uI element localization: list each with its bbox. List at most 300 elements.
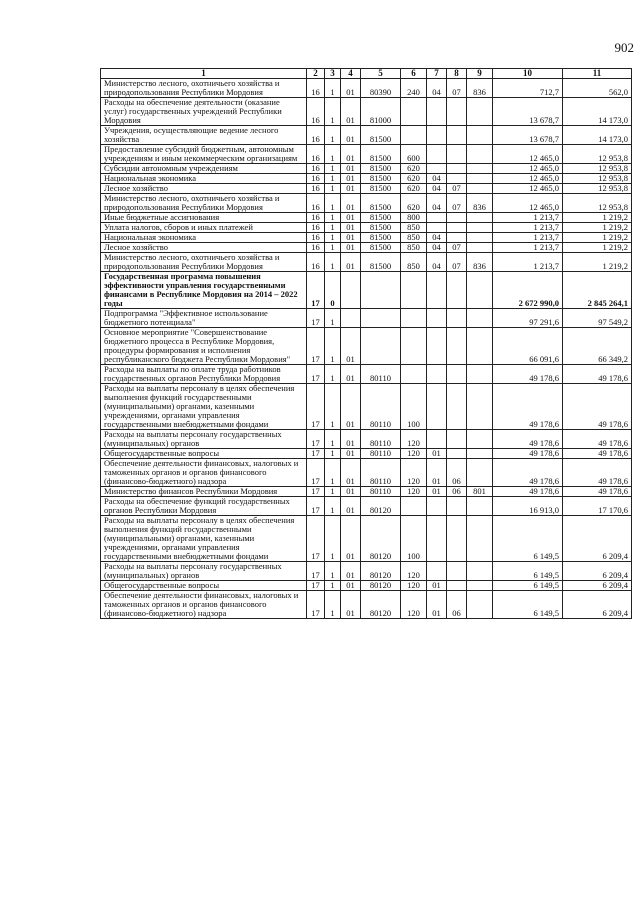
subprogram-code-cell: 01 (341, 233, 361, 243)
gr-code-cell (467, 233, 493, 243)
subprogram-code-cell: 01 (341, 174, 361, 184)
section-cell (427, 126, 447, 145)
amount-2021-cell: 712,7 (493, 79, 563, 98)
description-cell: Расходы на выплаты персоналу в целях обеспечения выполнения функций государственными (муниципальными) органами, казенными учреждениями, органами управления государственными внебюджетными фондами (101, 516, 307, 562)
ministry-code-cell: 17 (307, 365, 325, 384)
amount-2022-cell: 1 219,2 (563, 253, 632, 272)
vr-code-cell (401, 497, 427, 516)
description-cell: Лесное хозяйство (101, 184, 307, 194)
subprogram-code-cell: 01 (341, 243, 361, 253)
amount-2022-cell: 562,0 (563, 79, 632, 98)
program-code-cell: 1 (325, 581, 341, 591)
description-cell: Национальная экономика (101, 174, 307, 184)
amount-2022-cell: 6 209,4 (563, 591, 632, 619)
subsection-cell (447, 497, 467, 516)
vr-code-cell (401, 126, 427, 145)
amount-2022-cell: 49 178,6 (563, 459, 632, 487)
description-cell: Общегосударственные вопросы (101, 449, 307, 459)
gr-code-cell (467, 213, 493, 223)
subsection-cell (447, 126, 467, 145)
section-cell: 04 (427, 243, 447, 253)
subprogram-code-cell: 01 (341, 213, 361, 223)
description-cell: Расходы на выплаты персоналу государственных (муниципальных) органов (101, 430, 307, 449)
column-header-11: 11 (563, 69, 632, 79)
vr-code-cell (401, 272, 427, 309)
ministry-code-cell: 17 (307, 562, 325, 581)
expense-code-cell: 81500 (361, 243, 401, 253)
table-row (101, 459, 632, 487)
vr-code-cell: 120 (401, 581, 427, 591)
amount-2021-cell: 6 149,5 (493, 581, 563, 591)
table-row (101, 328, 632, 365)
expense-code-cell: 80120 (361, 497, 401, 516)
subsection-cell (447, 213, 467, 223)
description-cell: Учреждения, осуществляющие ведение лесного хозяйства (101, 126, 307, 145)
amount-2021-cell: 6 149,5 (493, 591, 563, 619)
ministry-code-cell: 16 (307, 98, 325, 126)
vr-code-cell (401, 98, 427, 126)
expense-code-cell: 80120 (361, 516, 401, 562)
gr-code-cell (467, 562, 493, 581)
amount-2022-cell: 6 209,4 (563, 581, 632, 591)
ministry-code-cell: 17 (307, 516, 325, 562)
section-cell: 01 (427, 459, 447, 487)
amount-2021-cell: 49 178,6 (493, 487, 563, 497)
amount-2022-cell: 12 953,8 (563, 174, 632, 184)
expense-code-cell: 80110 (361, 487, 401, 497)
column-header-9: 9 (467, 69, 493, 79)
amount-2021-cell: 12 465,0 (493, 164, 563, 174)
gr-code-cell (467, 126, 493, 145)
section-cell (427, 365, 447, 384)
vr-code-cell (401, 328, 427, 365)
table-row (101, 174, 632, 184)
section-cell (427, 145, 447, 164)
gr-code-cell (467, 384, 493, 430)
subsection-cell (447, 233, 467, 243)
amount-2022-cell: 17 170,6 (563, 497, 632, 516)
vr-code-cell: 120 (401, 562, 427, 581)
gr-code-cell (467, 459, 493, 487)
description-cell: Расходы на обеспечение функций государственных органов Республики Мордовия (101, 497, 307, 516)
section-cell: 04 (427, 184, 447, 194)
program-code-cell: 1 (325, 591, 341, 619)
vr-code-cell: 120 (401, 591, 427, 619)
amount-2022-cell: 1 219,2 (563, 223, 632, 233)
description-cell: Субсидии автономным учреждениям (101, 164, 307, 174)
amount-2021-cell: 1 213,7 (493, 243, 563, 253)
ministry-code-cell: 16 (307, 184, 325, 194)
program-code-cell: 1 (325, 174, 341, 184)
table-row (101, 223, 632, 233)
ministry-code-cell: 17 (307, 459, 325, 487)
table-row (101, 487, 632, 497)
ministry-code-cell: 16 (307, 233, 325, 243)
ministry-code-cell: 16 (307, 79, 325, 98)
expense-code-cell: 80120 (361, 581, 401, 591)
section-cell: 04 (427, 233, 447, 243)
amount-2022-cell: 49 178,6 (563, 430, 632, 449)
program-code-cell: 1 (325, 459, 341, 487)
subsection-cell: 07 (447, 184, 467, 194)
amount-2021-cell: 6 149,5 (493, 516, 563, 562)
amount-2021-cell: 49 178,6 (493, 430, 563, 449)
subprogram-code-cell: 01 (341, 194, 361, 213)
program-code-cell: 1 (325, 194, 341, 213)
subsection-cell (447, 449, 467, 459)
gr-code-cell: 836 (467, 79, 493, 98)
vr-code-cell: 600 (401, 145, 427, 164)
column-header-7: 7 (427, 69, 447, 79)
section-cell (427, 223, 447, 233)
program-code-cell: 1 (325, 223, 341, 233)
amount-2021-cell: 16 913,0 (493, 497, 563, 516)
expense-code-cell (361, 309, 401, 328)
subprogram-code-cell: 01 (341, 126, 361, 145)
program-code-cell: 1 (325, 126, 341, 145)
section-cell (427, 98, 447, 126)
vr-code-cell: 620 (401, 184, 427, 194)
table-row (101, 309, 632, 328)
program-code-cell: 1 (325, 145, 341, 164)
amount-2021-cell: 1 213,7 (493, 213, 563, 223)
gr-code-cell (467, 174, 493, 184)
amount-2021-cell: 13 678,7 (493, 98, 563, 126)
program-code-cell: 1 (325, 309, 341, 328)
section-cell: 01 (427, 487, 447, 497)
gr-code-cell (467, 430, 493, 449)
subsection-cell (447, 562, 467, 581)
vr-code-cell: 120 (401, 430, 427, 449)
ministry-code-cell: 17 (307, 328, 325, 365)
ministry-code-cell: 16 (307, 174, 325, 184)
budget-table (100, 68, 632, 619)
subsection-cell: 07 (447, 194, 467, 213)
amount-2021-cell: 12 465,0 (493, 145, 563, 164)
vr-code-cell: 850 (401, 253, 427, 272)
amount-2022-cell: 14 173,0 (563, 126, 632, 145)
amount-2022-cell: 49 178,6 (563, 449, 632, 459)
expense-code-cell: 80120 (361, 591, 401, 619)
vr-code-cell: 850 (401, 243, 427, 253)
section-cell: 01 (427, 591, 447, 619)
subsection-cell (447, 581, 467, 591)
description-cell: Государственная программа повышения эффективности управления государственными финансами в Республике Мордовия на 2014 – 2022 годы (101, 272, 307, 309)
description-cell: Иные бюджетные ассигнования (101, 213, 307, 223)
description-cell: Предоставление субсидий бюджетным, автономным учреждениям и иным некоммерческим организациям (101, 145, 307, 164)
program-code-cell: 0 (325, 272, 341, 309)
subprogram-code-cell: 01 (341, 384, 361, 430)
subsection-cell (447, 328, 467, 365)
subprogram-code-cell: 01 (341, 145, 361, 164)
amount-2022-cell: 49 178,6 (563, 384, 632, 430)
amount-2021-cell: 1 213,7 (493, 223, 563, 233)
gr-code-cell (467, 516, 493, 562)
gr-code-cell (467, 309, 493, 328)
amount-2021-cell: 49 178,6 (493, 459, 563, 487)
table-row (101, 98, 632, 126)
program-code-cell: 1 (325, 497, 341, 516)
column-header-2: 2 (307, 69, 325, 79)
amount-2021-cell: 12 465,0 (493, 174, 563, 184)
gr-code-cell (467, 581, 493, 591)
program-code-cell: 1 (325, 98, 341, 126)
section-cell (427, 213, 447, 223)
table-row (101, 430, 632, 449)
ministry-code-cell: 17 (307, 497, 325, 516)
ministry-code-cell: 16 (307, 126, 325, 145)
gr-code-cell (467, 449, 493, 459)
subprogram-code-cell: 01 (341, 430, 361, 449)
amount-2022-cell: 2 845 264,1 (563, 272, 632, 309)
column-header-10: 10 (493, 69, 563, 79)
gr-code-cell (467, 184, 493, 194)
amount-2021-cell: 97 291,6 (493, 309, 563, 328)
ministry-code-cell: 16 (307, 223, 325, 233)
ministry-code-cell: 17 (307, 581, 325, 591)
amount-2022-cell: 6 209,4 (563, 562, 632, 581)
vr-code-cell: 120 (401, 449, 427, 459)
description-cell: Основное мероприятие "Совершенствование бюджетного процесса в Республике Мордовия, процедуры формирования и исполнения республиканского бюджета Республики Мордовия" (101, 328, 307, 365)
subprogram-code-cell: 01 (341, 164, 361, 174)
ministry-code-cell: 17 (307, 449, 325, 459)
vr-code-cell: 120 (401, 487, 427, 497)
column-header-5: 5 (361, 69, 401, 79)
expense-code-cell: 80110 (361, 430, 401, 449)
subsection-cell: 06 (447, 487, 467, 497)
ministry-code-cell: 17 (307, 384, 325, 430)
subprogram-code-cell: 01 (341, 253, 361, 272)
ministry-code-cell: 16 (307, 253, 325, 272)
description-cell: Подпрограмма "Эффективное использование бюджетного потенциала" (101, 309, 307, 328)
program-code-cell: 1 (325, 449, 341, 459)
amount-2021-cell: 49 178,6 (493, 365, 563, 384)
ministry-code-cell: 17 (307, 591, 325, 619)
description-cell: Уплата налогов, сборов и иных платежей (101, 223, 307, 233)
section-cell (427, 497, 447, 516)
program-code-cell: 1 (325, 164, 341, 174)
expense-code-cell (361, 328, 401, 365)
subsection-cell (447, 430, 467, 449)
vr-code-cell (401, 365, 427, 384)
ministry-code-cell: 17 (307, 487, 325, 497)
program-code-cell: 1 (325, 384, 341, 430)
ministry-code-cell: 16 (307, 164, 325, 174)
ministry-code-cell: 16 (307, 213, 325, 223)
amount-2022-cell: 1 219,2 (563, 213, 632, 223)
vr-code-cell: 120 (401, 459, 427, 487)
gr-code-cell (467, 272, 493, 309)
expense-code-cell: 81500 (361, 213, 401, 223)
expense-code-cell: 81500 (361, 194, 401, 213)
program-code-cell: 1 (325, 562, 341, 581)
subprogram-code-cell: 01 (341, 562, 361, 581)
amount-2022-cell: 6 209,4 (563, 516, 632, 562)
table-row (101, 365, 632, 384)
subsection-cell (447, 223, 467, 233)
program-code-cell: 1 (325, 79, 341, 98)
subprogram-code-cell (341, 309, 361, 328)
table-row (101, 233, 632, 243)
section-cell (427, 164, 447, 174)
subsection-cell (447, 174, 467, 184)
table-row (101, 497, 632, 516)
description-cell: Министерство финансов Республики Мордовия (101, 487, 307, 497)
gr-code-cell (467, 365, 493, 384)
subprogram-code-cell: 01 (341, 79, 361, 98)
table-row (101, 79, 632, 98)
expense-code-cell (361, 272, 401, 309)
expense-code-cell: 80110 (361, 365, 401, 384)
amount-2021-cell: 13 678,7 (493, 126, 563, 145)
section-cell: 04 (427, 174, 447, 184)
amount-2021-cell: 12 465,0 (493, 184, 563, 194)
column-header-1: 1 (101, 69, 307, 79)
amount-2022-cell: 12 953,8 (563, 164, 632, 174)
subprogram-code-cell: 01 (341, 516, 361, 562)
section-cell (427, 516, 447, 562)
program-code-cell: 1 (325, 365, 341, 384)
amount-2022-cell: 1 219,2 (563, 243, 632, 253)
amount-2022-cell: 14 173,0 (563, 98, 632, 126)
vr-code-cell: 240 (401, 79, 427, 98)
table-row (101, 591, 632, 619)
subsection-cell: 07 (447, 243, 467, 253)
subprogram-code-cell: 01 (341, 365, 361, 384)
page-number: 902 (614, 40, 634, 55)
ministry-code-cell: 17 (307, 309, 325, 328)
amount-2021-cell: 49 178,6 (493, 384, 563, 430)
program-code-cell: 1 (325, 516, 341, 562)
description-cell: Расходы на выплаты персоналу в целях обеспечения выполнения функций государственными (муниципальными) органами, казенными учреждениями, органами управления государственными внебюджетными фондами (101, 384, 307, 430)
gr-code-cell (467, 98, 493, 126)
vr-code-cell: 850 (401, 233, 427, 243)
description-cell: Расходы на выплаты по оплате труда работников государственных органов Республики Мордовия (101, 365, 307, 384)
table-header-row (101, 69, 632, 79)
expense-code-cell: 81500 (361, 145, 401, 164)
table-row (101, 243, 632, 253)
program-code-cell: 1 (325, 184, 341, 194)
vr-code-cell: 620 (401, 174, 427, 184)
expense-code-cell: 81500 (361, 223, 401, 233)
subsection-cell (447, 516, 467, 562)
subprogram-code-cell (341, 272, 361, 309)
expense-code-cell: 81500 (361, 233, 401, 243)
program-code-cell: 1 (325, 213, 341, 223)
amount-2021-cell: 2 672 990,0 (493, 272, 563, 309)
gr-code-cell (467, 328, 493, 365)
table-row (101, 449, 632, 459)
section-cell (427, 328, 447, 365)
expense-code-cell: 80110 (361, 459, 401, 487)
section-cell (427, 309, 447, 328)
subprogram-code-cell: 01 (341, 581, 361, 591)
vr-code-cell: 620 (401, 164, 427, 174)
subprogram-code-cell: 01 (341, 459, 361, 487)
amount-2022-cell: 12 953,8 (563, 194, 632, 213)
description-cell: Общегосударственные вопросы (101, 581, 307, 591)
description-cell: Лесное хозяйство (101, 243, 307, 253)
section-cell (427, 272, 447, 309)
amount-2021-cell: 12 465,0 (493, 194, 563, 213)
amount-2022-cell: 12 953,8 (563, 184, 632, 194)
description-cell: Расходы на выплаты персоналу государственных (муниципальных) органов (101, 562, 307, 581)
subsection-cell (447, 164, 467, 174)
subsection-cell: 06 (447, 459, 467, 487)
column-header-3: 3 (325, 69, 341, 79)
section-cell: 04 (427, 194, 447, 213)
gr-code-cell: 836 (467, 253, 493, 272)
gr-code-cell (467, 164, 493, 174)
amount-2021-cell: 66 091,6 (493, 328, 563, 365)
ministry-code-cell: 17 (307, 430, 325, 449)
subprogram-code-cell: 01 (341, 449, 361, 459)
program-code-cell: 1 (325, 430, 341, 449)
table-row (101, 145, 632, 164)
amount-2022-cell: 12 953,8 (563, 145, 632, 164)
expense-code-cell: 81500 (361, 174, 401, 184)
column-header-4: 4 (341, 69, 361, 79)
subprogram-code-cell: 01 (341, 497, 361, 516)
section-cell: 04 (427, 253, 447, 272)
amount-2021-cell: 6 149,5 (493, 562, 563, 581)
gr-code-cell (467, 591, 493, 619)
gr-code-cell: 836 (467, 194, 493, 213)
ministry-code-cell: 17 (307, 272, 325, 309)
amount-2022-cell: 97 549,2 (563, 309, 632, 328)
subsection-cell (447, 365, 467, 384)
ministry-code-cell: 16 (307, 145, 325, 164)
description-cell: Национальная экономика (101, 233, 307, 243)
section-cell: 01 (427, 449, 447, 459)
expense-code-cell: 80110 (361, 449, 401, 459)
column-header-6: 6 (401, 69, 427, 79)
section-cell: 01 (427, 581, 447, 591)
expense-code-cell: 81500 (361, 126, 401, 145)
amount-2022-cell: 66 349,2 (563, 328, 632, 365)
table-row (101, 213, 632, 223)
vr-code-cell: 100 (401, 516, 427, 562)
gr-code-cell: 801 (467, 487, 493, 497)
description-cell: Расходы на обеспечение деятельности (оказание услуг) государственных учреждений Республики Мордовия (101, 98, 307, 126)
program-code-cell: 1 (325, 487, 341, 497)
expense-code-cell: 80390 (361, 79, 401, 98)
expense-code-cell: 81500 (361, 164, 401, 174)
expense-code-cell: 81500 (361, 253, 401, 272)
expense-code-cell: 81000 (361, 98, 401, 126)
subsection-cell: 07 (447, 79, 467, 98)
amount-2021-cell: 1 213,7 (493, 233, 563, 243)
column-header-8: 8 (447, 69, 467, 79)
subprogram-code-cell: 01 (341, 487, 361, 497)
table-row (101, 272, 632, 309)
subprogram-code-cell: 01 (341, 223, 361, 233)
table-row (101, 184, 632, 194)
vr-code-cell: 620 (401, 194, 427, 213)
description-cell: Обеспечение деятельности финансовых, налоговых и таможенных органов и органов финансового (финансово-бюджетного) надзора (101, 591, 307, 619)
gr-code-cell (467, 497, 493, 516)
table-row (101, 126, 632, 145)
gr-code-cell (467, 145, 493, 164)
table-row (101, 194, 632, 213)
amount-2022-cell: 49 178,6 (563, 487, 632, 497)
table-row (101, 516, 632, 562)
description-cell: Министерство лесного, охотничьего хозяйства и природопользования Республики Мордовия (101, 253, 307, 272)
program-code-cell: 1 (325, 328, 341, 365)
program-code-cell: 1 (325, 233, 341, 243)
amount-2022-cell: 1 219,2 (563, 233, 632, 243)
gr-code-cell (467, 243, 493, 253)
